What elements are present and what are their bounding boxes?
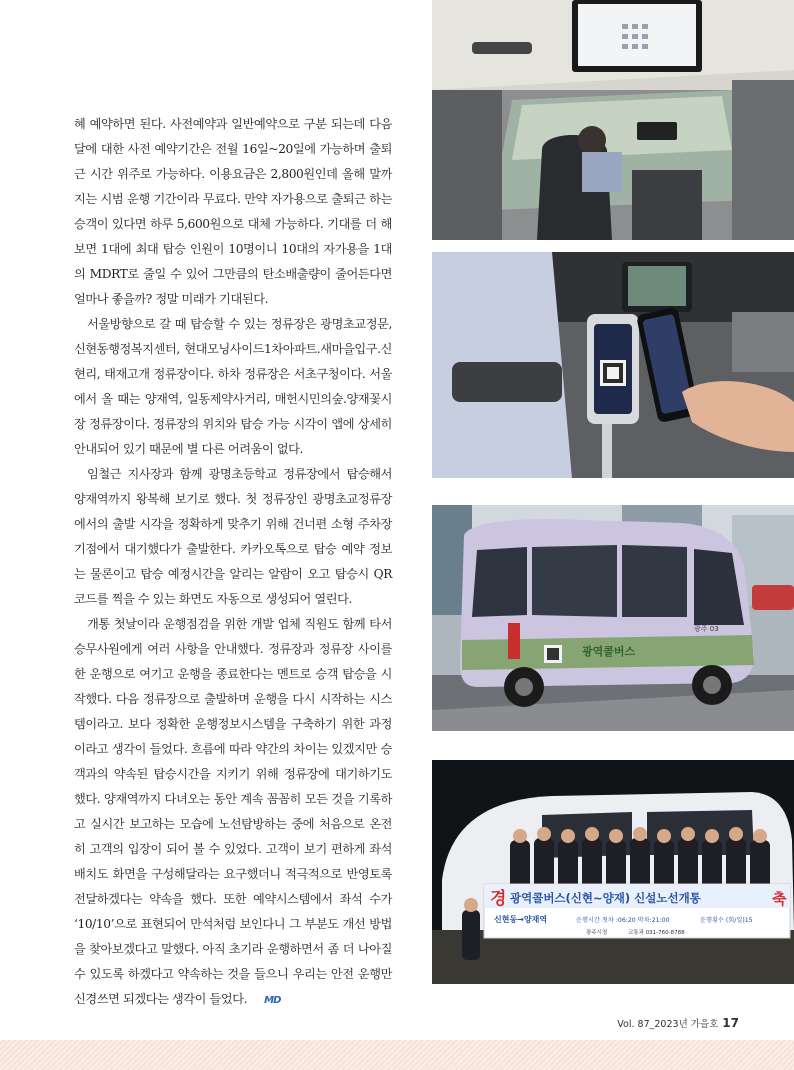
banner-org: 광주시청 xyxy=(586,930,608,936)
article-body xyxy=(74,112,392,1013)
interior-illustration xyxy=(432,0,794,240)
issue-label: Vol. 87_2023년 가을호 xyxy=(617,1019,719,1030)
bus-number-text: 광주 03 xyxy=(694,625,719,633)
banner-title: 광역콜버스(신현~양재) 신설노선개통 xyxy=(510,891,701,905)
banner-route: 신현동→양재역 xyxy=(494,915,548,924)
photo-opening-ceremony xyxy=(432,760,794,984)
page-footer xyxy=(617,1016,739,1030)
bottom-decor-band xyxy=(0,1040,794,1070)
paragraph-1: 혜 예약하면 된다. 사전예약과 일반예약으로 구분 되는데 다음 달에 대한 사전 예약기간은 전월 16일~20일에 가능하며 출퇴근 시간 위주로 가능하다. 이용요금은 2,800원인데 올해 말까지는 시범 운행 기간이라 무료다. 만약 자가용으로 출퇴근 하는 승객이 있다면 하루 5,600원으로 대체 가능하다. 기대를 더 해보면 1대에 최대 탑승 인원이 10명이니 10대의 자가용을 1대의 MDRT로 줄일 수 있어 그만큼의 탄소배출량이 줄어든다면 얼마나 좋을까? 정말 미래가 기대된다. xyxy=(74,117,392,306)
photo-qr-scanner xyxy=(432,252,794,478)
bus-side-text: 광역콜버스 xyxy=(582,645,636,658)
md-end-logo: MD xyxy=(264,995,281,1006)
paragraph-3: 임철근 지사장과 함께 광명초등학교 정류장에서 탑승해서 양재역까지 왕복해 보기로 했다. 첫 정류장인 광명초교정류장 에서의 출발 시각을 정확하게 맞추기 위해 건너편 소형 주차장 기점에서 대기했다가 출발한다. 카카오톡으로 탑승 예약 정보는 물론이고 탑승 예정시간을 알리는 알람이 오고 탑승시 QR코드를 찍을 수 있는 화면도 자동으로 생성되어 열린다. xyxy=(74,467,392,606)
bus-exterior-illustration xyxy=(432,505,794,731)
banner-phone: 교통과 031-760-8788 xyxy=(628,930,685,936)
ceremony-illustration xyxy=(432,760,794,984)
paragraph-4-text: 개통 첫날이라 운행점검을 위한 개발 업체 직원도 함께 타서 승무사원에게 여러 사항을 안내했다. 정류장과 정류장 사이를 한 운행으로 여기고 운행을 종료한다는 멘트로 승객 탑승을 시작했다. 다음 정류장으로 출발하며 운행을 다시 시작하는 시스템이라고. 보다 정확한 운행정보시스템을 구축하기 위한 과정이라고 생각이 들었다. 흐름에 따라 약간의 차이는 있겠지만 승객과의 약속된 탑승시간을 지키기 위해 정류장에 대기하기도 했다. 양재역까지 다녀오는 동안 계속 꼼꼼히 모든 것을 기록하고 실시간 보고하는 모습에 노선탐방하는 중에 처음으로 온전히 고객의 입장이 되어 볼 수 있었다. 고객이 보기 편하게 좌석 배치도 화면을 구성해달라는 요구했더니 적극적으로 반영토록 전달하겠다는 약속을 했다. 또한 예약시스템에서 좌석 수가 ‘10/10’으로 표현되어 만석처럼 보인다니 그 부분도 개선 방법을 찾아보겠다고 말했다. 아직 초기라 운행하면서 좀 더 나아질 수 있도록 하겠다고 약속하는 것을 들으니 우리는 안전 운행만 신경쓰면 되겠다는 생각이 들었다. xyxy=(74,617,392,1006)
qr-scanner-illustration xyxy=(432,252,794,478)
paragraph-4 xyxy=(74,612,392,1013)
photo-bus-exterior xyxy=(432,505,794,731)
banner-runs: 운행횟수 (회/일)15 xyxy=(700,917,753,924)
banner-hours: 운행시간 첫차 :06:20 막차:21:00 xyxy=(576,917,670,924)
paragraph-2: 서울방향으로 갈 때 탑승할 수 있는 정류장은 광명초교정문, 신현동행정복지센터, 현대모닝사이드1차아파트.새마을입구.신현리, 태재고개 정류장이다. 하차 정류장은 서초구청이다. 서울에서 올 때는 양재역, 일동제약사거리, 매헌시민의숲.양재꽃시장 정류장이다. 정류장의 위치와 탑승 가능 시각이 앱에 상세히 안내되어 있기 때문에 별 다른 어려움이 없다. xyxy=(74,317,392,456)
photo-bus-interior xyxy=(432,0,794,240)
page-number: 17 xyxy=(722,1016,739,1030)
banner-left-mark: 경 xyxy=(490,889,507,909)
banner-right-mark: 축 xyxy=(772,890,787,908)
